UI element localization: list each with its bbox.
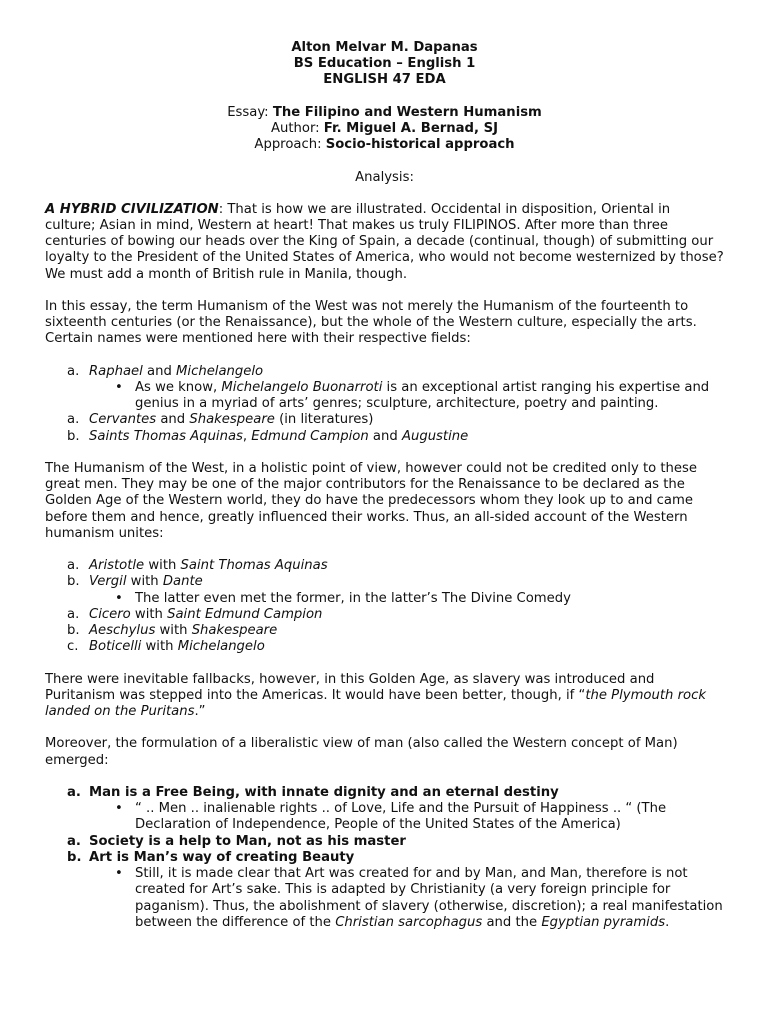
paragraph-fallbacks: There were inevitable fallbacks, however, in this Golden Age, as slavery was introduced and Puritanism was stepped into the Americas. It would have been better, though, if “the Plymouth rock landed on the Puritans.” xyxy=(45,671,706,720)
list-great-men xyxy=(45,364,724,445)
list-item: a. Society is a help to Man, not as his master xyxy=(67,833,406,849)
list-bullet: • Still, it is made clear that Art was created for and by Man, and Man, therefore is not created for Art’s sake. This is adapted by Christianity (a very foreign principle for paganism). Thus, the abolishment of slavery (otherwise, discretion); a real manifestation between the difference of the Christian sarcophagus and the Egyptian pyramids. xyxy=(115,866,723,930)
list-item: a. Raphael and Michelangelo xyxy=(67,363,264,379)
hybrid-civilization-lead: A HYBRID CIVILIZATION xyxy=(45,201,219,217)
list-item: b. Aeschylus with Shakespeare xyxy=(67,623,278,639)
list-item: b. Vergil with Dante xyxy=(67,574,203,590)
bullet-icon: • xyxy=(115,590,123,606)
document-header xyxy=(45,40,724,202)
list-item: b. Art is Man’s way of creating Beauty xyxy=(67,849,355,865)
approach-line: Approach: Socio-historical approach xyxy=(254,137,515,153)
essay-author: Fr. Miguel A. Bernad, SJ xyxy=(323,120,498,136)
list-item: a. Cervantes and Shakespeare (in literatures) xyxy=(67,412,374,428)
list-predecessors xyxy=(45,558,724,655)
class-line: ENGLISH 47 EDA xyxy=(323,72,446,88)
author-line: Author: Fr. Miguel A. Bernad, SJ xyxy=(270,120,498,136)
author-name: Alton Melvar M. Dapanas xyxy=(291,40,478,55)
course-line: BS Education – English 1 xyxy=(293,56,476,72)
paragraph-hybrid-civilization: A HYBRID CIVILIZATION: That is how we are illustrated. Occidental in disposition, Oriental in culture; Asian in mind, Western at heart! That makes us truly FILIPINOS. After more than three centuries of bowing our heads over the King of Spain, a decade (continual, though) of submitting our loyalty to the President of the United States of America, who would not become westernized by those? We must add a month of British rule in Manila, though. xyxy=(45,201,724,282)
list-bullet: • The latter even met the former, in the latter’s The Divine Comedy xyxy=(115,590,571,606)
list-item: c. Boticelli with Michelangelo xyxy=(67,639,265,655)
paragraph-holistic-view: The Humanism of the West, in a holistic point of view, however could not be credited only to these great men. They may be one of the major contributors for the Renaissance to be declared as the Golden Age of the Western world, they do have the predecessors whom they look up to and came before them and hence, greatly influenced their works. Thus, an all-sided account of the Western humanism unites: xyxy=(45,461,698,541)
list-item: a. Cicero with Saint Edmund Campion xyxy=(67,606,323,622)
paragraph-concept-of-man: Moreover, the formulation of a liberalistic view of man (also called the Western concept of Man) emerged: xyxy=(45,736,678,768)
essay-title: The Filipino and Western Humanism xyxy=(272,104,542,120)
list-bullet: • As we know, Michelangelo Buonarroti is an exceptional artist ranging his expertise and genius in a myriad of arts’ genres; sculpture, architecture, poetry and painting. xyxy=(115,380,710,412)
list-bullet: • “ .. Men .. inalienable rights .. of Love, Life and the Pursuit of Happiness .. “ (The Declaration of Independence, People of the United States of the America) xyxy=(115,801,667,833)
bullet-icon: • xyxy=(115,866,123,882)
essay-line: Essay: The Filipino and Western Humanism xyxy=(227,104,542,120)
analysis-heading: Analysis: xyxy=(355,169,414,185)
list-item: a. Aristotle with Saint Thomas Aquinas xyxy=(67,558,328,574)
approach-name: Socio-historical approach xyxy=(325,137,515,153)
list-concept-of-man xyxy=(45,785,724,931)
paragraph-humanism-definition: In this essay, the term Humanism of the West was not merely the Humanism of the fourteenth to sixteenth centuries (or the Renaissance), but the whole of the Western culture, especially the arts. Certain names were mentioned here with their respective fields: xyxy=(45,299,697,347)
bullet-icon: • xyxy=(115,380,123,396)
list-item: b. Saints Thomas Aquinas, Edmund Campion and Augustine xyxy=(67,428,469,444)
list-item: a. Man is a Free Being, with innate dignity and an eternal destiny xyxy=(67,785,559,801)
bullet-icon: • xyxy=(115,801,123,817)
